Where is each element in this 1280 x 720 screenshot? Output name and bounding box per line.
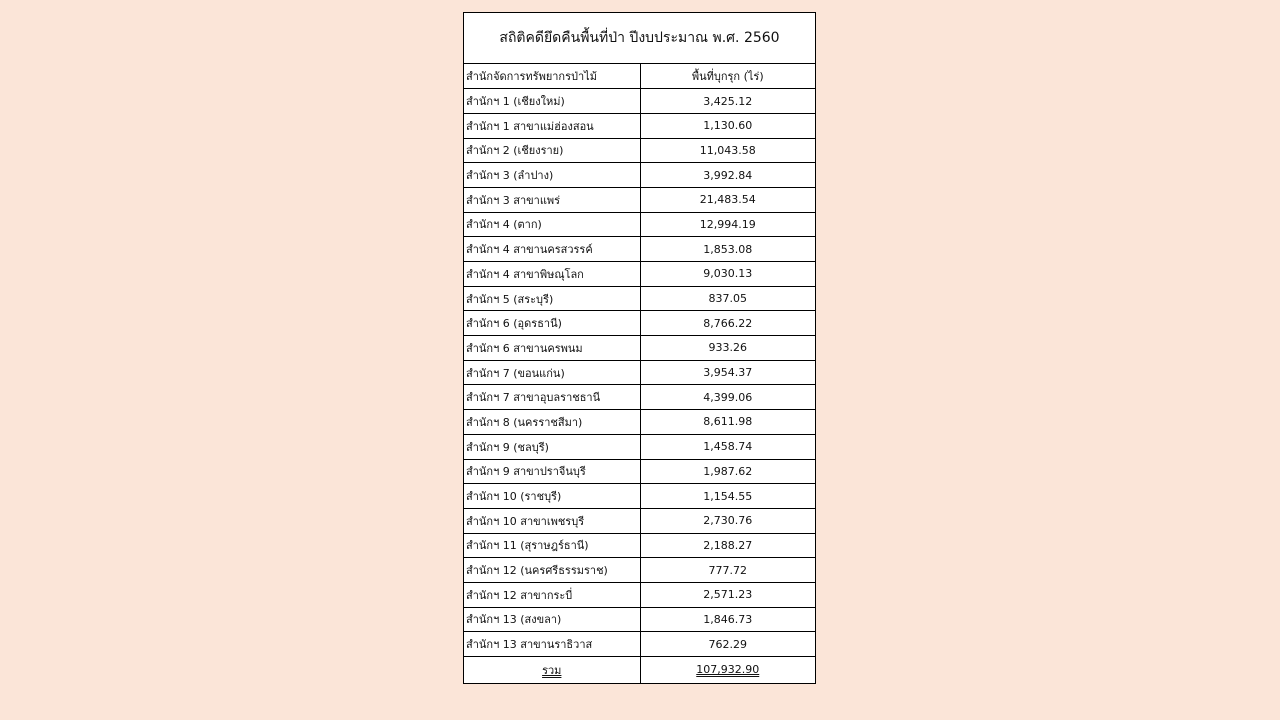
area-value-cell: 8,766.22 (640, 311, 815, 336)
table-row (464, 360, 815, 385)
total-value: 107,932.90 (696, 663, 760, 677)
table-row (464, 558, 815, 583)
table-row (464, 187, 815, 212)
office-name-cell: สำนักฯ 6 สาขานครพนม (464, 336, 640, 361)
table-row (464, 582, 815, 607)
area-value-cell: 8,611.98 (640, 410, 815, 435)
table-row (464, 533, 815, 558)
area-value-cell: 762.29 (640, 632, 815, 657)
office-name-cell: สำนักฯ 3 สาขาแพร่ (464, 187, 640, 212)
office-name-cell: สำนักฯ 1 (เชียงใหม่) (464, 89, 640, 114)
office-name-cell: สำนักฯ 9 (ชลบุรี) (464, 434, 640, 459)
office-name-cell: สำนักฯ 4 สาขาพิษณุโลก (464, 262, 640, 287)
office-name-cell: สำนักฯ 13 (สงขลา) (464, 607, 640, 632)
office-name-cell: สำนักฯ 7 สาขาอุบลราชธานี (464, 385, 640, 410)
area-value-cell: 2,571.23 (640, 582, 815, 607)
area-value-cell: 837.05 (640, 286, 815, 311)
table-row (464, 484, 815, 509)
table-row (464, 89, 815, 114)
office-name-cell: สำนักฯ 4 (ตาก) (464, 212, 640, 237)
office-name-cell: สำนักฯ 12 สาขากระบี่ (464, 582, 640, 607)
table-row (464, 262, 815, 287)
table-row (464, 385, 815, 410)
total-label-cell (464, 657, 640, 683)
table-row (464, 212, 815, 237)
area-value-cell: 1,853.08 (640, 237, 815, 262)
forest-area-table (464, 64, 815, 683)
area-value-cell: 2,730.76 (640, 508, 815, 533)
area-value-cell: 3,425.12 (640, 89, 815, 114)
area-value-cell: 3,954.37 (640, 360, 815, 385)
document-title: สถิติคดียึดคืนพื้นที่ป่า ปีงบประมาณ พ.ศ. 2560 (464, 13, 815, 64)
office-name-cell: สำนักฯ 10 (ราชบุรี) (464, 484, 640, 509)
office-name-cell: สำนักฯ 5 (สระบุรี) (464, 286, 640, 311)
area-value-cell: 4,399.06 (640, 385, 815, 410)
table-body (464, 89, 815, 657)
total-label: รวม (542, 663, 562, 677)
area-value-cell: 3,992.84 (640, 163, 815, 188)
total-value-cell (640, 657, 815, 683)
office-name-cell: สำนักฯ 13 สาขานราธิวาส (464, 632, 640, 657)
statistics-sheet (463, 12, 816, 684)
office-name-cell: สำนักฯ 10 สาขาเพชรบุรี (464, 508, 640, 533)
area-value-cell: 2,188.27 (640, 533, 815, 558)
table-row (464, 508, 815, 533)
area-value-cell: 9,030.13 (640, 262, 815, 287)
table-header-row (464, 64, 815, 89)
column-header-area: พื้นที่บุกรุก (ไร่) (691, 70, 764, 84)
table-row (464, 311, 815, 336)
table-row (464, 434, 815, 459)
office-name-cell: สำนักฯ 3 (ลำปาง) (464, 163, 640, 188)
area-value-cell: 1,458.74 (640, 434, 815, 459)
table-row (464, 138, 815, 163)
table-row (464, 632, 815, 657)
area-value-cell: 777.72 (640, 558, 815, 583)
area-value-cell: 1,846.73 (640, 607, 815, 632)
office-name-cell: สำนักฯ 9 สาขาปราจีนบุรี (464, 459, 640, 484)
office-name-cell: สำนักฯ 7 (ขอนแก่น) (464, 360, 640, 385)
office-name-cell: สำนักฯ 4 สาขานครสวรรค์ (464, 237, 640, 262)
area-value-cell: 11,043.58 (640, 138, 815, 163)
table-row (464, 163, 815, 188)
office-name-cell: สำนักฯ 2 (เชียงราย) (464, 138, 640, 163)
table-row (464, 459, 815, 484)
area-value-cell: 1,987.62 (640, 459, 815, 484)
area-value-cell: 12,994.19 (640, 212, 815, 237)
office-name-cell: สำนักฯ 1 สาขาแม่ฮ่องสอน (464, 113, 640, 138)
area-value-cell: 933.26 (640, 336, 815, 361)
table-row (464, 410, 815, 435)
table-row (464, 237, 815, 262)
column-header-office: สำนักจัดการทรัพยากรป่าไม้ (464, 64, 640, 89)
area-value-cell: 21,483.54 (640, 187, 815, 212)
office-name-cell: สำนักฯ 11 (สุราษฎร์ธานี) (464, 533, 640, 558)
table-row (464, 286, 815, 311)
office-name-cell: สำนักฯ 12 (นครศรีธรรมราช) (464, 558, 640, 583)
office-name-cell: สำนักฯ 8 (นครราชสีมา) (464, 410, 640, 435)
area-value-cell: 1,154.55 (640, 484, 815, 509)
table-row (464, 336, 815, 361)
area-value-cell: 1,130.60 (640, 113, 815, 138)
table-row (464, 113, 815, 138)
office-name-cell: สำนักฯ 6 (อุดรธานี) (464, 311, 640, 336)
table-row (464, 607, 815, 632)
total-row (464, 657, 815, 683)
